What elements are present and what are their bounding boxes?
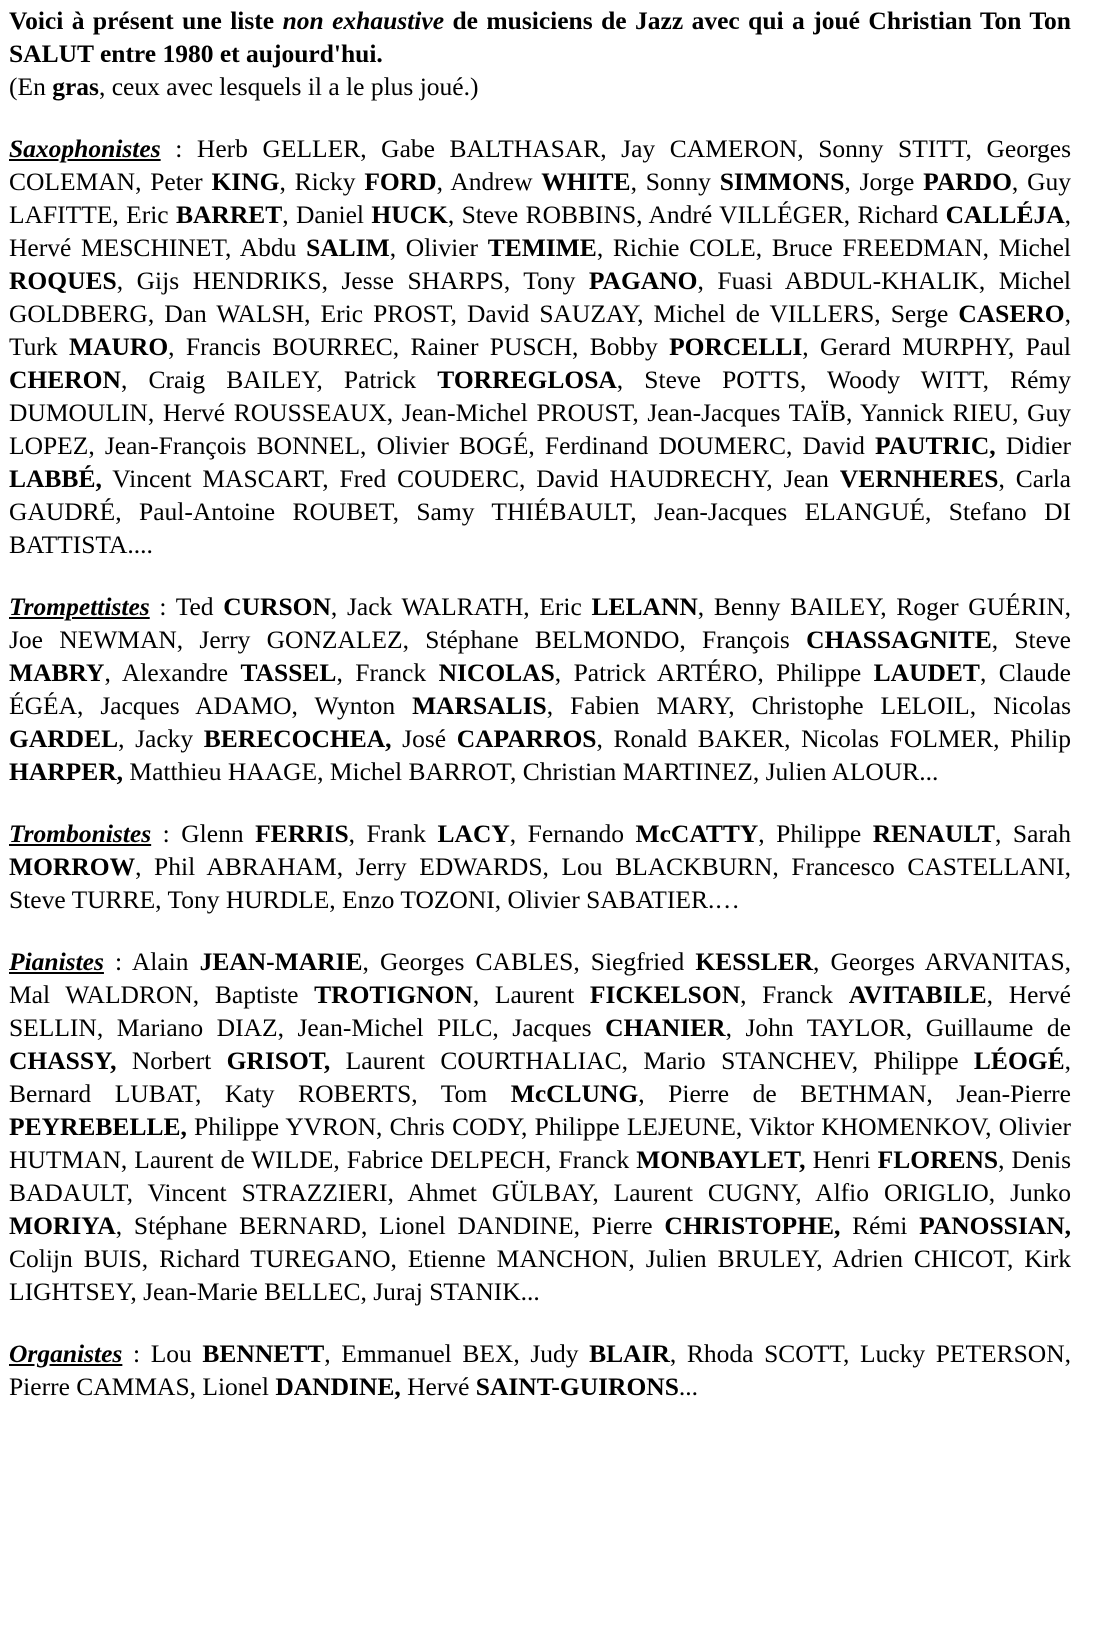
text-run: Glenn — [181, 819, 256, 848]
text-run: , Ricky — [279, 167, 365, 196]
text-run: , Gerard MURPHY, Paul — [802, 332, 1071, 361]
emphasized-name: DANDINE, — [275, 1372, 401, 1401]
emphasized-name: PAUTRIC, — [875, 431, 996, 460]
section-organistes — [9, 1337, 1071, 1403]
text-run: Alain — [131, 947, 200, 976]
text-run: , Jacky — [118, 724, 204, 753]
emphasized-name: NICOLAS — [438, 658, 555, 687]
intro — [9, 4, 1071, 103]
text-run: Rémi — [840, 1211, 920, 1240]
text-run: , Benny BAILEY, Roger GUÉRIN, Joe NEWMAN, Jerry GONZALEZ, Stéphane BELMONDO, François — [9, 592, 1071, 654]
emphasized-name: MORIYA — [9, 1211, 116, 1240]
emphasized-name: FERRIS — [255, 819, 349, 848]
emphasized-name: WHITE — [541, 167, 631, 196]
emphasized-name: CURSON — [223, 592, 331, 621]
text-run: , Franck — [336, 658, 439, 687]
section-separator: : — [149, 592, 176, 621]
section-title: Trombonistes — [9, 819, 152, 848]
section-saxophonistes — [9, 132, 1071, 561]
text-run: , Jorge — [844, 167, 924, 196]
section-title: Pianistes — [9, 947, 104, 976]
section-paragraph — [9, 590, 1071, 788]
section-paragraph — [9, 1337, 1071, 1403]
emphasized-name: MABRY — [9, 658, 105, 687]
emphasized-name: HUCK — [371, 200, 448, 229]
text-run: , Alexandre — [104, 658, 241, 687]
text-run: , Guy LAFITTE, Eric — [9, 167, 1071, 229]
text-run: ... — [678, 1372, 699, 1401]
text-run: , Claude ÉGÉA, Jacques ADAMO, Wynton — [9, 658, 1072, 720]
text-run: , Fuasi ABDUL-KHALIK, Michel GOLDBERG, Dan WALSH, Eric PROST, David SAUZAY, Michel de VILLERS, Serge — [9, 266, 1071, 328]
emphasized-name: TEMIME — [487, 233, 597, 262]
intro-lead — [9, 4, 1071, 70]
text-run: Philippe YVRON, Chris CODY, Philippe LEJEUNE, Viktor KHOMENKOV, Olivier HUTMAN, Laurent de WILDE, Fabrice DELPECH, Franck — [9, 1112, 1071, 1174]
text-run: , Sarah — [995, 819, 1071, 848]
emphasized-name: MONBAYLET, — [636, 1145, 806, 1174]
emphasized-name: PANOSSIAN, — [919, 1211, 1071, 1240]
section-separator: : — [151, 819, 182, 848]
emphasized-name: SAINT-GUIRONS — [475, 1372, 679, 1401]
text-run: , Franck — [740, 980, 849, 1009]
emphasized-name: CASERO — [958, 299, 1065, 328]
text-run: , ceux avec lesquels il a le plus joué.) — [98, 72, 479, 101]
emphasized-name: PAGANO — [588, 266, 698, 295]
text-run: , Georges ARVANITAS, Mal WALDRON, Baptiste — [9, 947, 1071, 1009]
text-run: , Stéphane BERNARD, Lionel DANDINE, Pierre — [115, 1211, 665, 1240]
text-run: , Bernard LUBAT, Katy ROBERTS, Tom — [9, 1046, 1071, 1108]
text-run: , John TAYLOR, Guillaume de — [725, 1013, 1071, 1042]
text-run: , Steve POTTS, Woody WITT, Rémy DUMOULIN, Hervé ROUSSEAUX, Jean-Michel PROUST, Jean-Jacques TAÏB, Yannick RIEU, Guy LOPEZ, Jean-François BONNEL, Olivier BOGÉ, Ferdinand DOUMERC, David — [9, 365, 1071, 460]
emphasized-name: FICKELSON — [589, 980, 741, 1009]
text-run: , Sonny — [630, 167, 720, 196]
emphasized-name: BERECOCHEA, — [203, 724, 392, 753]
emphasized-name: VERNHERES — [839, 464, 999, 493]
intro-note — [9, 70, 1071, 103]
text-run: , Gijs HENDRIKS, Jesse SHARPS, Tony — [116, 266, 589, 295]
text-run: Herb GELLER, Gabe BALTHASAR, Jay CAMERON, Sonny STITT, Georges COLEMAN, Peter — [9, 134, 1071, 196]
emphasized-name: GARDEL — [9, 724, 119, 753]
emphasized-name: TORREGLOSA — [437, 365, 617, 394]
emphasized-name: PARDO — [923, 167, 1012, 196]
emphasized-name: CHRISTOPHE, — [664, 1211, 841, 1240]
text-run: , Hervé SELLIN, Mariano DIAZ, Jean-Michel PILC, Jacques — [9, 980, 1072, 1042]
text-run: Laurent COURTHALIAC, Mario STANCHEV, Philippe — [330, 1046, 974, 1075]
text-run: Didier — [995, 431, 1071, 460]
section-paragraph — [9, 132, 1071, 561]
italic-text: non exhaustive — [282, 6, 445, 35]
text-run: Lou — [150, 1339, 203, 1368]
text-run: , Pierre de BETHMAN, Jean-Pierre — [638, 1079, 1071, 1108]
text-run: Colijn BUIS, Richard TUREGANO, Etienne MANCHON, Julien BRULEY, Adrien CHICOT, Kirk LIGHTSEY, Jean-Marie BELLEC, Juraj STANIK... — [9, 1244, 1071, 1306]
emphasized-name: JEAN-MARIE — [199, 947, 363, 976]
text-run: Hervé — [400, 1372, 476, 1401]
emphasized-name: HARPER, — [9, 757, 124, 786]
text-run: , Hervé MESCHINET, Abdu — [9, 200, 1071, 262]
section-trombonistes — [9, 817, 1071, 916]
emphasized-name: LACY — [437, 819, 510, 848]
emphasized-name: MORROW — [9, 852, 136, 881]
text-run: , Andrew — [436, 167, 542, 196]
text-run: Matthieu HAAGE, Michel BARROT, Christian MARTINEZ, Julien ALOUR... — [123, 757, 939, 786]
text-run: , Ronald BAKER, Nicolas FOLMER, Philip — [596, 724, 1072, 753]
text-run: , Daniel — [282, 200, 372, 229]
text-run: José — [391, 724, 457, 753]
text-run: , Craig BAILEY, Patrick — [120, 365, 438, 394]
document-page — [9, 4, 1071, 1403]
emphasized-name: KING — [211, 167, 280, 196]
emphasized-name: TROTIGNON — [314, 980, 473, 1009]
text-run: , Francis BOURREC, Rainer PUSCH, Bobby — [168, 332, 670, 361]
emphasized-name: gras — [52, 72, 99, 101]
emphasized-name: McCATTY — [635, 819, 759, 848]
emphasized-name: CHERON — [9, 365, 121, 394]
emphasized-name: SIMMONS — [719, 167, 845, 196]
emphasized-name: LABBÉ, — [9, 464, 102, 493]
emphasized-name: CHANIER — [605, 1013, 726, 1042]
text-run: , Steve ROBBINS, André VILLÉGER, Richard — [447, 200, 946, 229]
text-run: , Georges CABLES, Siegfried — [362, 947, 696, 976]
text-run: , Laurent — [472, 980, 590, 1009]
text-run: Norbert — [116, 1046, 227, 1075]
text-run: (En — [9, 72, 53, 101]
emphasized-name: TASSEL — [240, 658, 337, 687]
text-run: , Denis BADAULT, Vincent STRAZZIERI, Ahmet GÜLBAY, Laurent CUGNY, Alfio ORIGLIO, Junko — [9, 1145, 1071, 1207]
text-run: , Richie COLE, Bruce FREEDMAN, Michel — [596, 233, 1071, 262]
emphasized-name: AVITABILE — [848, 980, 987, 1009]
text-run: Voici à présent une liste — [9, 6, 283, 35]
emphasized-name: BARRET — [175, 200, 283, 229]
emphasized-name: LÉOGÉ — [973, 1046, 1065, 1075]
emphasized-name: BENNETT — [202, 1339, 325, 1368]
section-title: Trompettistes — [9, 592, 150, 621]
emphasized-name: ROQUES — [9, 266, 117, 295]
text-run: Henri — [805, 1145, 878, 1174]
emphasized-name: PORCELLI — [669, 332, 803, 361]
text-run: , Turk — [9, 299, 1071, 361]
text-run: , Rhoda SCOTT, Lucky PETERSON, Pierre CAMMAS, Lionel — [9, 1339, 1072, 1401]
emphasized-name: SALIM — [306, 233, 390, 262]
emphasized-name: MAURO — [69, 332, 169, 361]
instrument-sections — [9, 132, 1071, 1403]
text-run: , Frank — [348, 819, 438, 848]
text-run: , Jack WALRATH, Eric — [330, 592, 592, 621]
section-separator: : — [103, 947, 132, 976]
emphasized-name: FORD — [364, 167, 437, 196]
text-run: , Olivier — [389, 233, 488, 262]
section-paragraph — [9, 817, 1071, 916]
text-run: , Patrick ARTÉRO, Philippe — [554, 658, 874, 687]
emphasized-name: LELANN — [591, 592, 698, 621]
text-run: , Emmanuel BEX, Judy — [324, 1339, 590, 1368]
emphasized-name: GRISOT, — [226, 1046, 331, 1075]
section-title: Organistes — [9, 1339, 123, 1368]
emphasized-name: BLAIR — [589, 1339, 670, 1368]
section-separator: : — [122, 1339, 151, 1368]
emphasized-name: CALLÉJA — [945, 200, 1065, 229]
section-pianistes — [9, 945, 1071, 1308]
section-title: Saxophonistes — [9, 134, 161, 163]
emphasized-name: CAPARROS — [456, 724, 597, 753]
emphasized-name: CHASSAGNITE — [806, 625, 992, 654]
section-paragraph — [9, 945, 1071, 1308]
text-run: Vincent MASCART, Fred COUDERC, David HAUDRECHY, Jean — [101, 464, 840, 493]
emphasized-name: McCLUNG — [510, 1079, 639, 1108]
emphasized-name: RENAULT — [872, 819, 996, 848]
section-separator: : — [160, 134, 197, 163]
emphasized-name: CHASSY, — [9, 1046, 117, 1075]
text-run: , Fernando — [509, 819, 636, 848]
section-trompettistes — [9, 590, 1071, 788]
emphasized-name: MARSALIS — [412, 691, 547, 720]
text-run: , Carla GAUDRÉ, Paul-Antoine ROUBET, Samy THIÉBAULT, Jean-Jacques ELANGUÉ, Stefano DI BATTISTA.... — [9, 464, 1071, 559]
text-run: de musiciens de Jazz avec qui a joué Christian Ton Ton SALUT entre 1980 et aujourd'hui. — [9, 6, 1071, 68]
text-run: Ted — [175, 592, 224, 621]
emphasized-name: FLORENS — [877, 1145, 999, 1174]
text-run: , Steve — [991, 625, 1071, 654]
text-run: , Philippe — [758, 819, 873, 848]
text-run: , Fabien MARY, Christophe LELOIL, Nicolas — [546, 691, 1071, 720]
emphasized-name: KESSLER — [695, 947, 813, 976]
emphasized-name: LAUDET — [873, 658, 980, 687]
emphasized-name: PEYREBELLE, — [9, 1112, 187, 1141]
text-run: , Phil ABRAHAM, Jerry EDWARDS, Lou BLACKBURN, Francesco CASTELLANI, Steve TURRE, Tony HURDLE, Enzo TOZONI, Olivier SABATIER.… — [9, 852, 1071, 914]
